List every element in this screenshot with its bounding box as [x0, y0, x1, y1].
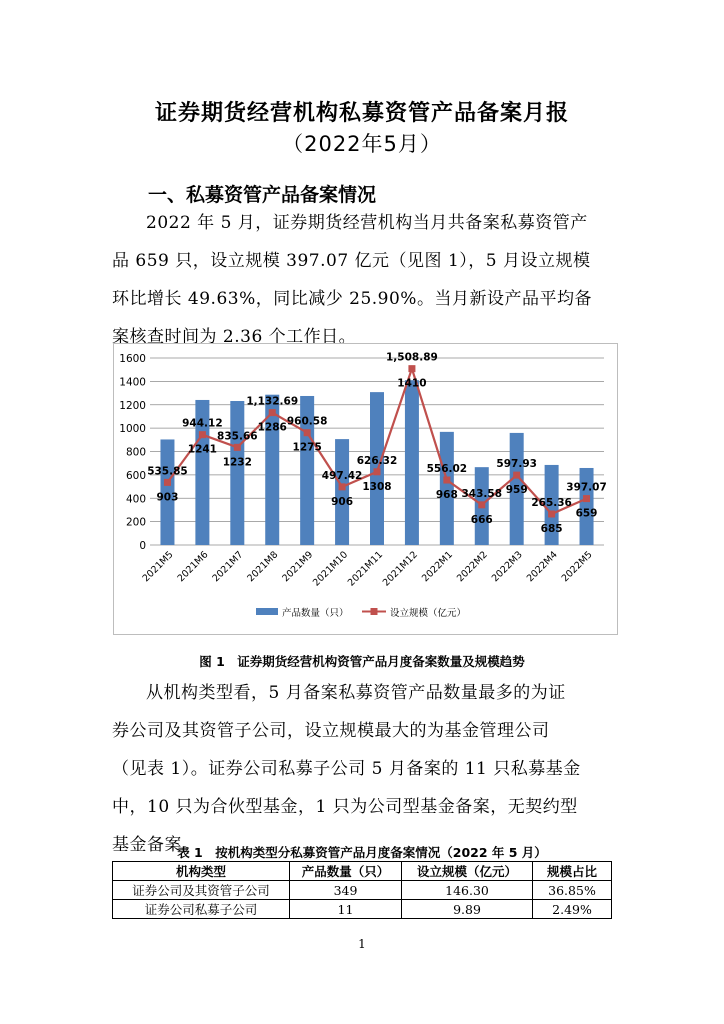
x-tick-label: 2021M5	[140, 549, 176, 585]
bar-data-label: 1275	[292, 441, 322, 454]
line-marker	[548, 510, 555, 517]
line-marker	[374, 468, 381, 475]
line-data-label: 556.02	[426, 463, 468, 476]
line-data-label: 597.93	[496, 458, 537, 471]
x-tick-label: 2022M4	[524, 549, 560, 585]
report-subtitle: （2022年5月）	[282, 132, 442, 156]
line-data-label: 944.12	[182, 417, 223, 430]
table-cell: 146.30	[402, 881, 533, 900]
y-tick-label: 1200	[119, 399, 146, 412]
legend-line-marker	[371, 608, 378, 615]
legend-bar-label: 产品数量（只）	[282, 608, 349, 619]
paragraph-line: 2022 年 5 月，证券期货经营机构当月共备案私募资管产	[146, 213, 588, 233]
line-marker	[339, 483, 346, 490]
table-cell: 349	[290, 881, 402, 900]
bar-data-label: 903	[156, 491, 179, 504]
line-data-label: 343.58	[461, 487, 503, 500]
table-caption: 表 1 按机构类型分私募资管产品月度备案情况（2022 年 5 月）	[177, 845, 547, 860]
line-marker	[443, 477, 450, 484]
x-tick-label: 2021M8	[245, 549, 281, 585]
line-marker	[199, 431, 206, 438]
line-marker	[583, 495, 590, 502]
line-data-label: 960.58	[286, 415, 328, 428]
bar	[230, 401, 244, 545]
table-header: 产品数量（只）	[290, 862, 402, 881]
bar-data-label: 906	[331, 495, 354, 508]
line-data-label: 535.85	[147, 465, 188, 478]
section-heading: 一、私募资管产品备案情况	[148, 184, 377, 206]
table-cell: 证券公司私募子公司	[113, 900, 290, 919]
line-marker	[408, 365, 415, 372]
bar-data-label: 968	[435, 489, 458, 502]
y-tick-label: 200	[125, 516, 146, 529]
x-tick-label: 2021M9	[280, 549, 316, 585]
y-tick-label: 1600	[119, 353, 146, 365]
table-cell: 证券公司及其资管子公司	[113, 881, 290, 900]
figure-caption: 图 1 证券期货经营机构资管产品月度备案数量及规模趋势	[199, 654, 525, 669]
line-marker	[164, 479, 171, 486]
bar	[405, 380, 419, 545]
table-cell: 2.49%	[533, 900, 612, 919]
y-tick-label: 600	[125, 469, 146, 482]
table-row	[113, 900, 612, 919]
bar	[580, 468, 594, 545]
bar-data-label: 685	[540, 522, 563, 535]
x-tick-label: 2022M1	[420, 549, 455, 585]
paragraph-line: 案核查时间为 2.36 个工作日。	[112, 327, 357, 347]
bar-data-label: 1410	[397, 377, 427, 390]
y-tick-label: 400	[125, 493, 146, 506]
paragraph-line: 券公司及其资管子公司，设立规模最大的为基金管理公司	[112, 721, 550, 741]
line-marker	[478, 501, 485, 508]
table-cell: 9.89	[402, 900, 533, 919]
table-row	[113, 881, 612, 900]
x-tick-label: 2021M6	[175, 549, 211, 585]
paragraph-2	[112, 674, 617, 864]
bar-data-label: 1286	[257, 421, 287, 434]
paragraph-line: 从机构类型看，5 月备案私募资管产品数量最多的为证	[146, 683, 566, 703]
trend-chart	[113, 343, 618, 635]
line-data-label: 1,508.89	[386, 351, 438, 364]
paragraph-line: 中，10 只为合伙型基金，1 只为公司型基金备案，无契约型	[112, 797, 578, 817]
y-tick-label: 0	[139, 540, 146, 552]
line-data-label: 497.42	[321, 469, 363, 482]
institution-table	[112, 861, 612, 919]
x-tick-label: 2022M3	[489, 549, 525, 585]
bar-data-label: 666	[470, 513, 493, 526]
x-tick-label: 2022M5	[559, 549, 595, 585]
bar-data-label: 959	[505, 484, 528, 497]
paragraph-line: （见表 1）。证券公司私募子公司 5 月备案的 11 只私募基金	[112, 759, 581, 779]
x-tick-label: 2021M10	[310, 549, 351, 589]
paragraph-1	[112, 204, 617, 356]
x-tick-label: 2021M11	[345, 549, 386, 589]
table-header: 设立规模（亿元）	[402, 862, 533, 881]
x-tick-label: 2021M7	[210, 549, 246, 585]
y-tick-label: 800	[125, 446, 146, 459]
y-tick-label: 1400	[119, 376, 146, 389]
line-data-label: 265.36	[531, 496, 572, 509]
line-marker	[234, 444, 241, 451]
table-header-row	[113, 862, 612, 881]
table-cell: 11	[290, 900, 402, 919]
report-title: 证券期货经营机构私募资管产品备案月报	[154, 101, 569, 126]
bar-data-label: 659	[575, 507, 598, 520]
chart-svg	[114, 344, 617, 634]
table-header: 机构类型	[113, 862, 290, 881]
line-marker	[513, 472, 520, 479]
x-tick-label: 2022M2	[454, 549, 490, 585]
bar-data-label: 1308	[362, 480, 392, 493]
line-data-label: 1,132.69	[246, 395, 299, 408]
page-number: 1	[358, 937, 366, 951]
legend-bar-swatch	[256, 608, 278, 615]
y-tick-label: 1000	[119, 423, 146, 436]
table-cell: 36.85%	[533, 881, 612, 900]
line-marker	[269, 409, 276, 416]
bar-data-label: 1241	[187, 443, 218, 456]
bar-data-label: 1232	[222, 456, 252, 469]
line-data-label: 835.66	[217, 430, 258, 443]
x-tick-label: 2021M12	[380, 549, 421, 589]
line-data-label: 626.32	[356, 454, 398, 467]
paragraph-line: 基金备案。	[112, 835, 200, 855]
line-marker	[304, 429, 311, 436]
table-header: 规模占比	[533, 862, 612, 881]
line-data-label: 397.07	[566, 481, 607, 494]
paragraph-line: 品 659 只，设立规模 397.07 亿元（见图 1），5 月设立规模	[112, 251, 591, 271]
paragraph-line: 环比增长 49.63%，同比减少 25.90%。当月新设产品平均备	[112, 289, 592, 309]
bar	[335, 439, 349, 545]
legend-line-label: 设立规模（亿元）	[390, 608, 467, 619]
